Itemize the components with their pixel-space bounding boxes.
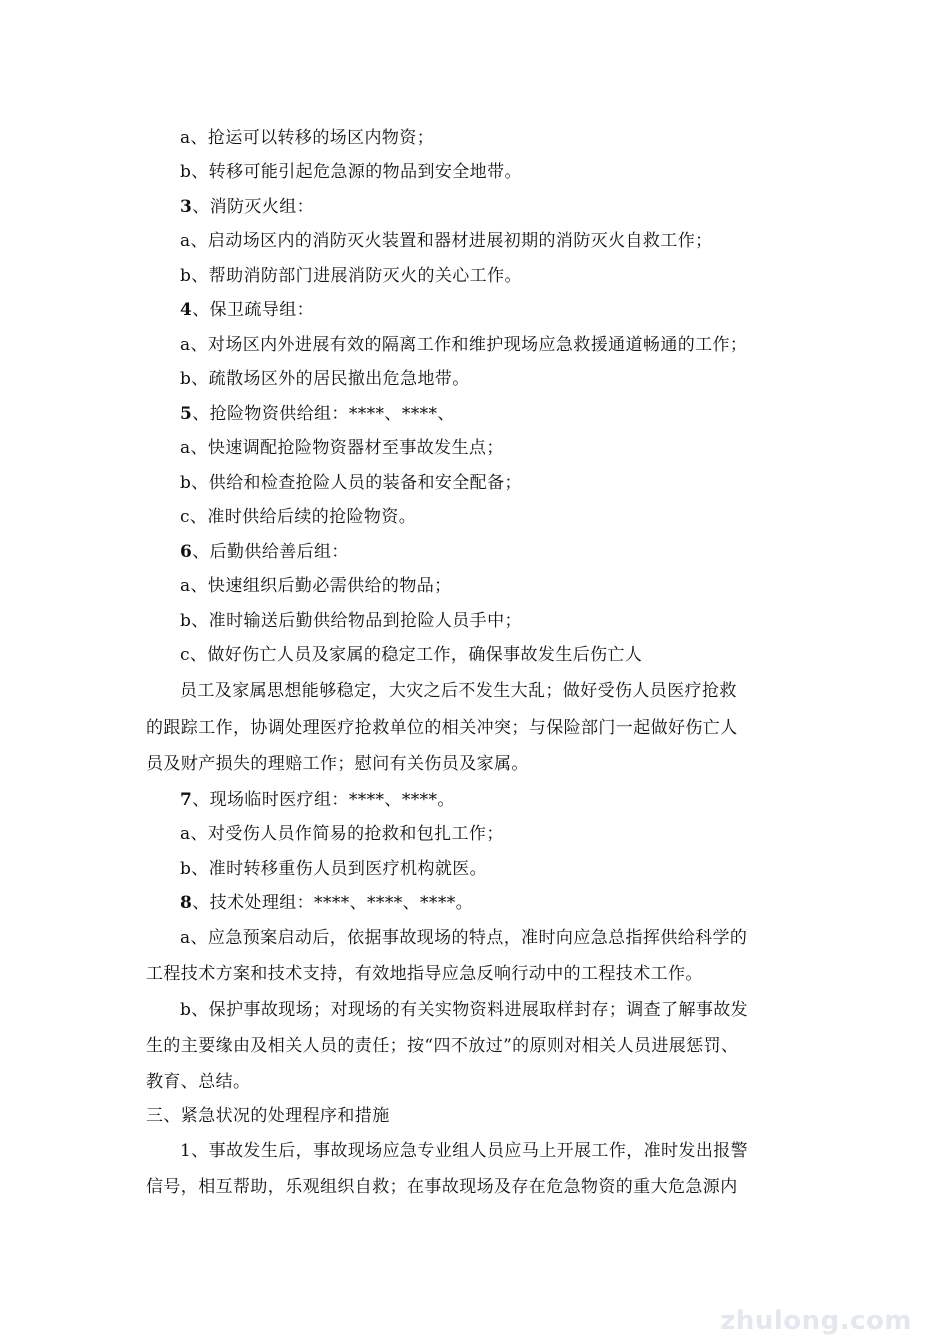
paragraph-line: a、启动场区内的消防灭火装置和器材进展初期的消防灭火自救工作； <box>180 231 713 251</box>
section-heading: 8、技术处理组：****、****、****。 <box>180 893 474 913</box>
section-heading: 6、后勤供给善后组： <box>180 542 349 562</box>
paragraph-line: b、供给和检查抢险人员的装备和安全配备； <box>180 473 522 493</box>
paragraph-line: 员及财产损失的理赔工作；慰问有关伤员及家属。 <box>146 754 529 774</box>
paragraph-line: a、对场区内外进展有效的隔离工作和维护现场应急救援通道畅通的工作； <box>180 335 748 355</box>
paragraph-line: 的跟踪工作，协调处理医疗抢救单位的相关冲突；与保险部门一起做好伤亡人 <box>146 718 738 738</box>
paragraph-line: 员工及家属思想能够稳定，大灾之后不发生大乱；做好受伤人员医疗抢救 <box>180 681 737 701</box>
paragraph-line: 教育、总结。 <box>146 1072 251 1092</box>
paragraph-line: 生的主要缘由及相关人员的责任；按“四不放过”的原则对相关人员进展惩罚、 <box>146 1036 739 1056</box>
watermark-logo: zhulong.com <box>720 1306 912 1336</box>
paragraph-line: 信号，相互帮助，乐观组织自救；在事故现场及存在危急物资的重大危急源内 <box>146 1177 738 1197</box>
paragraph-line: c、准时供给后续的抢险物资。 <box>180 507 417 527</box>
paragraph-line: 1、事故发生后，事故现场应急专业组人员应马上开展工作，准时发出报警 <box>180 1141 749 1161</box>
section-heading: 3、消防灭火组： <box>180 197 315 217</box>
paragraph-line: b、准时输送后勤供给物品到抢险人员手中； <box>180 611 522 631</box>
paragraph-line: a、对受伤人员作简易的抢救和包扎工作； <box>180 824 504 844</box>
section-heading: 5、抢险物资供给组：****、****、 <box>180 404 455 424</box>
section-heading: 7、现场临时医疗组：****、****。 <box>180 790 455 810</box>
paragraph-line: b、帮助消防部门进展消防灭火的关心工作。 <box>180 266 522 286</box>
paragraph-line: c、做好伤亡人员及家属的稳定工作，确保事故发生后伤亡人 <box>180 645 643 665</box>
paragraph-line: 工程技术方案和技术支持，有效地指导应急反响行动中的工程技术工作。 <box>146 964 703 984</box>
paragraph-line: b、准时转移重伤人员到医疗机构就医。 <box>180 859 488 879</box>
section-heading: 三、紧急状况的处理程序和措施 <box>146 1106 390 1126</box>
paragraph-line: b、转移可能引起危急源的物品到安全地带。 <box>180 162 522 182</box>
section-heading: 4、保卫疏导组： <box>180 300 315 320</box>
paragraph-line: a、抢运可以转移的场区内物资； <box>180 128 435 148</box>
paragraph-line: b、保护事故现场；对现场的有关实物资料进展取样封存；调查了解事故发 <box>180 1000 749 1020</box>
paragraph-line: b、疏散场区外的居民撤出危急地带。 <box>180 369 470 389</box>
paragraph-line: a、快速组织后勤必需供给的物品； <box>180 576 452 596</box>
paragraph-line: a、快速调配抢险物资器材至事故发生点； <box>180 438 504 458</box>
paragraph-line: a、应急预案启动后，依据事故现场的特点，准时向应急总指挥供给科学的 <box>180 928 748 948</box>
